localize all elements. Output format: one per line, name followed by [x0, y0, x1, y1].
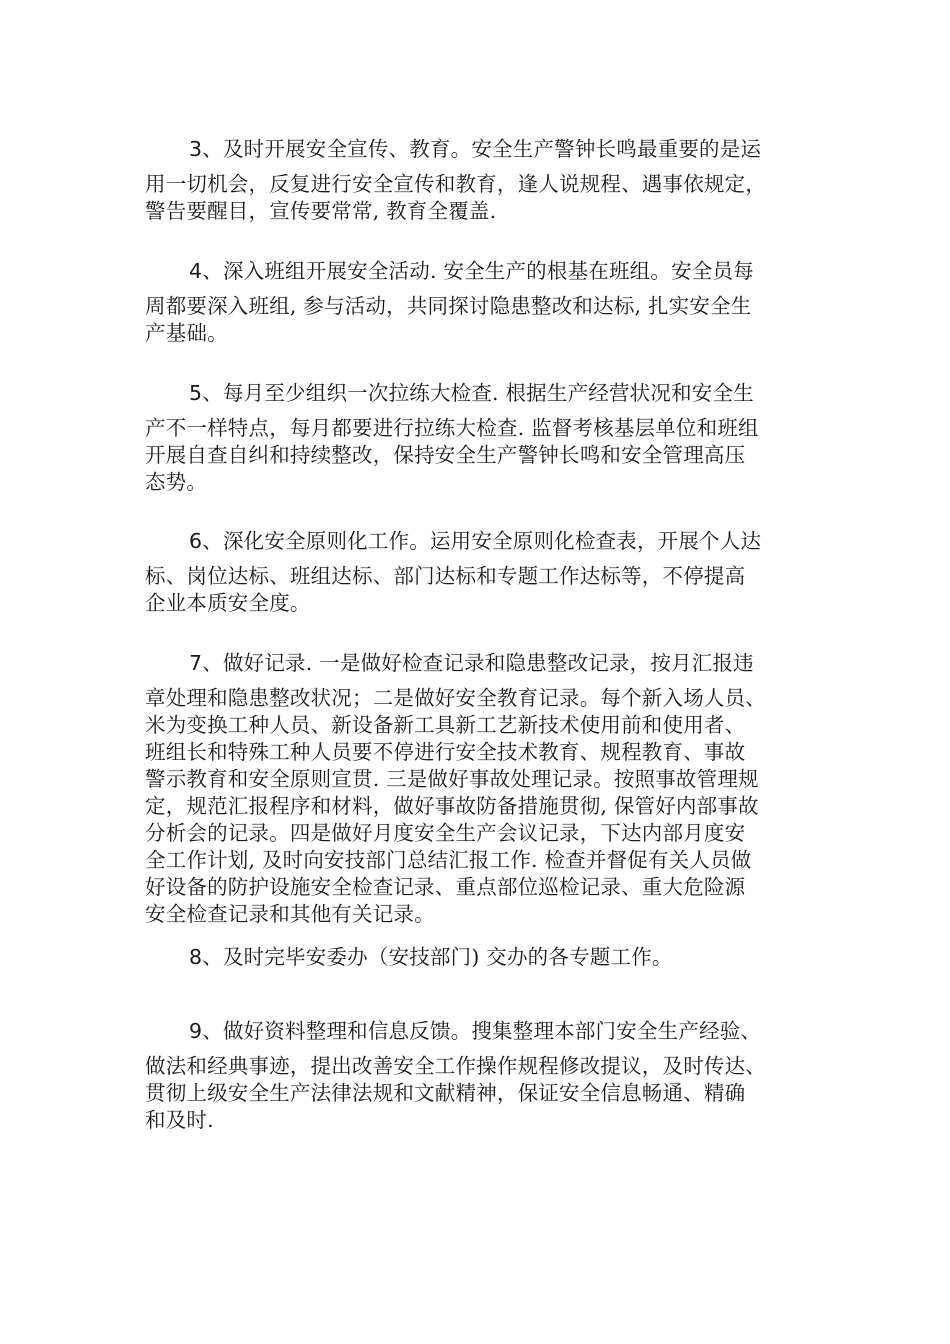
- paragraph-line: 好设备的防护设施安全检查记录、重点部位巡检记录、重大危险源: [145, 875, 746, 899]
- paragraph-first-line: [145, 1018, 810, 1045]
- paragraph-line: 态势。: [145, 470, 208, 494]
- paragraph-text: 、做好资料整理和信息反馈。搜集整理本部门安全生产经验、: [202, 1019, 762, 1043]
- paragraph-line: 周都要深入班组, 参与活动，共同探讨隐患整改和达标, 扎实安全生: [145, 294, 752, 318]
- paragraph-9: [145, 1018, 810, 1134]
- item-number: 3: [189, 137, 203, 161]
- paragraph-7: [145, 650, 810, 928]
- paragraph-line: 做法和经典事迹，提出改善安全工作操作规程修改提议，及时传达、: [145, 1054, 766, 1078]
- paragraph-first-line: [145, 944, 810, 971]
- paragraph-line: 产不一样特点，每月都要进行拉练大检查. 监督考核基层单位和班组: [145, 416, 759, 440]
- item-number: 5: [189, 381, 203, 405]
- paragraph-8: [145, 944, 810, 979]
- paragraph-first-line: [145, 650, 810, 677]
- paragraph-4: [145, 258, 810, 347]
- paragraph-line: 产基础。: [145, 321, 228, 345]
- paragraph-line: 贯彻上级安全生产法律法规和文献精神，保证安全信息畅通、精确: [145, 1081, 746, 1105]
- paragraph-text: 、深化安全原则化工作。运用安全原则化检查表，开展个人达: [202, 529, 762, 553]
- paragraph-line: 米为变换工种人员、新设备新工具新工艺新技术使用前和使用者、: [145, 713, 746, 737]
- paragraph-line: 企业本质安全度。: [145, 591, 311, 615]
- paragraph-line: 班组长和特殊工种人员要不停进行安全技术教育、规程教育、事故: [145, 740, 746, 764]
- paragraph-first-line: [145, 258, 810, 285]
- paragraph-line: 标、岗位达标、班组达标、部门达标和专题工作达标等，不停提高: [145, 564, 746, 588]
- paragraph-line: 分析会的记录。四是做好月度安全生产会议记录，下达内部月度安: [145, 821, 746, 845]
- paragraph-line: 开展自查自纠和持续整改，保持安全生产警钟长鸣和安全管理高压: [145, 443, 746, 467]
- paragraph-first-line: [145, 136, 810, 163]
- paragraph-text: 、及时完毕安委办（安技部门) 交办的各专题工作。: [202, 945, 673, 969]
- paragraph-6: [145, 528, 810, 617]
- item-number: 4: [189, 259, 203, 283]
- item-number: 6: [189, 529, 203, 553]
- paragraph-first-line: [145, 380, 810, 407]
- item-number: 8: [189, 945, 203, 969]
- item-number: 9: [189, 1019, 203, 1043]
- paragraph-text: 、深入班组开展安全活动. 安全生产的根基在班组。安全员每: [202, 259, 754, 283]
- paragraph-line: 安全检查记录和其他有关记录。: [145, 902, 435, 926]
- paragraph-text: 、做好记录. 一是做好检查记录和隐患整改记录，按月汇报违: [202, 651, 754, 675]
- paragraph-5: [145, 380, 810, 496]
- paragraph-first-line: [145, 528, 810, 555]
- paragraph-line: 用一切机会，反复进行安全宣传和教育，逢人说规程、遇事依规定，: [145, 172, 766, 196]
- paragraph-line: 章处理和隐患整改状况；二是做好安全教育记录。每个新入场人员、: [145, 686, 766, 710]
- paragraph-text: 、及时开展安全宣传、教育。安全生产警钟长鸣最重要的是运: [202, 137, 762, 161]
- paragraph-line: 定，规范汇报程序和材料，做好事故防备措施贯彻, 保管好内部事故: [145, 794, 759, 818]
- paragraph-text: 、每月至少组织一次拉练大检查. 根据生产经营状况和安全生: [202, 381, 754, 405]
- paragraph-line: 全工作计划, 及时向安技部门总结汇报工作. 检查并督促有关人员做: [145, 848, 752, 872]
- paragraph-line: 和及时.: [145, 1108, 214, 1132]
- item-number: 7: [189, 651, 203, 675]
- paragraph-line: 警示教育和安全原则宣贯. 三是做好事故处理记录。按照事故管理规: [145, 767, 759, 791]
- paragraph-3: [145, 136, 810, 225]
- paragraph-line: 警告要醒目，宣传要常常, 教育全覆盖.: [145, 199, 497, 223]
